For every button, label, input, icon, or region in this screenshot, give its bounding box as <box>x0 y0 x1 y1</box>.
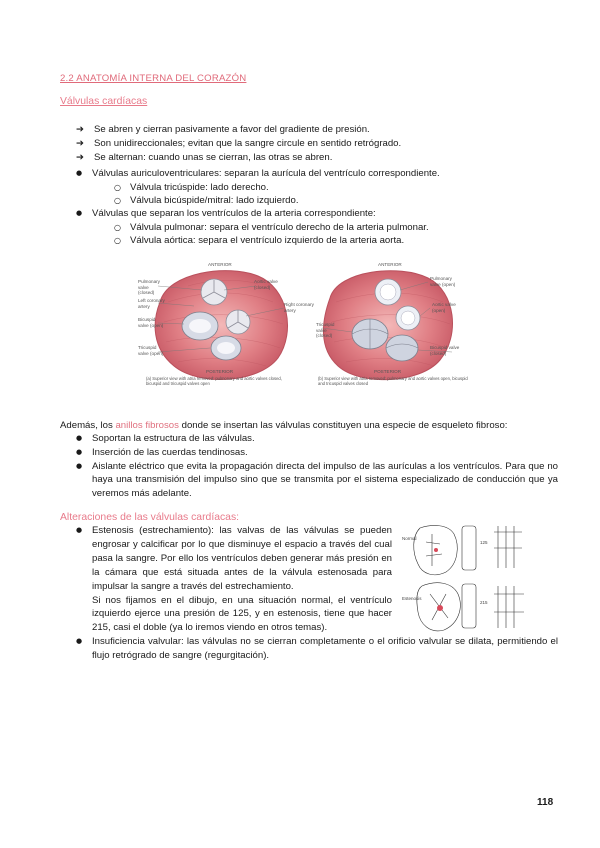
stenosis-sketch <box>402 520 550 638</box>
highlight-anillos-fibrosos: anillos fibrosos <box>115 420 179 431</box>
diagram-pressure-estenosis: 215 <box>480 600 488 605</box>
arrow-list <box>76 123 401 166</box>
list-item: ● Inserción de las cuerdas tendinosas. <box>76 446 558 460</box>
section-title: 2.2 ANATOMÍA INTERNA DEL CORAZÓN <box>60 73 247 84</box>
label-pulmonary-open: Pulmonary valve (open) <box>430 276 456 287</box>
label-pulmonary-closed: Pulmonary valve (closed) <box>138 279 160 296</box>
label-anterior-left: ANTERIOR <box>208 262 232 267</box>
subheading-alteraciones: Alteraciones de las válvulas cardíacas: <box>60 512 240 523</box>
fibrous-rings-list <box>76 432 558 501</box>
label-tricuspid-closed: Tricuspid valve (closed) <box>316 322 335 339</box>
sub-item: ○ Válvula bicúspide/mitral: lado izquierdo. <box>114 194 440 207</box>
figure-caption-b: (b) Superior view with atria removed: pulmonary and aortic valves open, bicuspid and tricuspid valves closed <box>318 376 468 386</box>
sub-item: ○ Válvula pulmonar: separa el ventrículo derecho de la arteria pulmonar. <box>114 221 440 234</box>
heart-valves-figure <box>138 262 468 398</box>
sub-item: ○ Válvula aórtica: separa el ventrículo izquierdo de la arteria aorta. <box>114 234 440 247</box>
valve-types-list <box>76 167 440 247</box>
valve-group-text: Válvulas que separan los ventrículos de la arteria correspondiente: <box>92 208 376 220</box>
fibrous-rings-paragraph <box>60 419 550 433</box>
valve-group-text: Válvulas auriculoventriculares: separan la aurícula del ventrículo correspondiente. <box>92 168 440 179</box>
list-item: ● Soportan la estructura de las válvulas. <box>76 432 558 446</box>
diagram-pressure-normal: 125 <box>480 540 488 545</box>
label-bicuspid-open: Bicuspid valve (open) <box>138 317 164 328</box>
label-anterior-right: ANTERIOR <box>378 262 402 267</box>
paragraph-text: donde se insertan las válvulas constituyen una especie de esqueleto fibroso: <box>178 420 508 431</box>
stenosis-diagram <box>402 520 550 638</box>
list-item-estenosis <box>76 524 392 635</box>
list-item <box>76 207 440 247</box>
sub-item: ○ Válvula tricúspide: lado derecho. <box>114 181 440 194</box>
arrow-item: ➔ Se alternan: cuando unas se cierran, las otras se abren. <box>76 151 401 165</box>
label-posterior-right: POSTERIOR <box>374 369 402 374</box>
estenosis-text: Estenosis (estrechamiento): las valvas de las válvulas se pueden engrosar y calcificar por lo que disminuye el espacio a través del cual pasa la sangre. Por ello los ventrículos deben generar más presión en la cámara que está situada antes de la válvula estenosada para impulsar la sangre a través del estrechamiento. <box>92 525 392 592</box>
arrow-item: ➔ Son unidireccionales; evitan que la sangre circule en sentido retrógrado. <box>76 137 401 151</box>
page-number: 118 <box>537 797 554 808</box>
label-posterior-left: POSTERIOR <box>206 369 234 374</box>
paragraph-text: Además, los <box>60 420 116 431</box>
label-tricuspid-open: Tricuspid valve (open) <box>138 345 164 356</box>
label-bicuspid-closed: Bicuspid valve (closed) <box>430 345 460 356</box>
subheading-valvulas: Válvulas cardíacas <box>60 96 148 107</box>
label-right-coronary: Right coronary artery <box>284 302 314 313</box>
arrow-item: ➔ Se abren y cierran pasivamente a favor del gradiente de presión. <box>76 123 401 137</box>
list-item-insuficiencia: ● Insuficiencia valvular: las válvulas no se cierran completamente o el orificio valvular se dilata, permitiendo el flujo retrógrado de sangre (regurgitación). <box>76 635 558 663</box>
estenosis-extra-text: Si nos fijamos en el dibujo, en una situación normal, el ventrículo izquierdo ejerce una presión de 125, y en estenosis, tiene que hacer 215, casi el doble (ya lo iremos viendo en otros temas). <box>92 594 392 634</box>
list-item: ● Aislante eléctrico que evita la propagación directa del impulso de las aurículas a los ventrículos. Para que no haya una transmisión del impulso sino que se transmita por el sistema especializado de conducción que ya veremos más adelante. <box>76 460 558 501</box>
diagram-label-normal: Normal <box>402 536 417 541</box>
label-left-coronary: Left coronary artery <box>138 298 165 309</box>
figure-caption-a: (a) Superior view with atria removed: pulmonary and aortic valves closed, bicuspid and tricuspid valves open <box>146 376 282 386</box>
list-item <box>76 167 440 207</box>
label-aortic-open: Aortic valve (open) <box>432 302 456 313</box>
label-aortic-closed: Aortic valve (closed) <box>254 279 278 290</box>
diagram-label-estenosis: Estenosis <box>402 596 422 601</box>
